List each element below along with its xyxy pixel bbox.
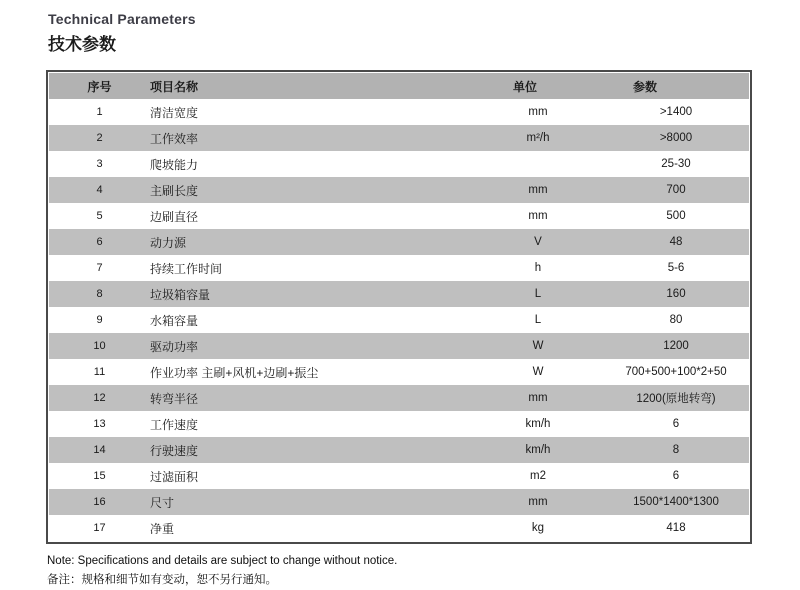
row-value: 6 [672, 470, 680, 482]
row-unit: m2 [530, 470, 546, 482]
table-row [49, 437, 749, 463]
row-no: 9 [96, 314, 103, 326]
row-unit: kg [531, 522, 545, 534]
table-row [49, 359, 749, 385]
row-value: 80 [669, 314, 683, 326]
row-no: 1 [96, 106, 103, 118]
row-no: 10 [93, 340, 106, 352]
table-row [49, 411, 749, 437]
row-value: 160 [666, 288, 686, 300]
row-unit: W [532, 366, 544, 378]
table-row [49, 151, 749, 177]
row-value: 700+500+100*2+50 [625, 366, 727, 378]
table-row [49, 463, 749, 489]
table-row [49, 489, 749, 515]
row-value: 1200(原地转弯) [636, 393, 716, 405]
table-row [49, 307, 749, 333]
row-item: 工作效率 [150, 131, 199, 146]
row-item: 爬坡能力 [150, 157, 199, 172]
row-value: 418 [666, 522, 686, 534]
row-no: 3 [96, 158, 103, 170]
row-unit: km/h [525, 444, 551, 456]
row-item: 过滤面积 [150, 469, 199, 484]
row-no: 15 [93, 470, 106, 482]
row-unit: mm [528, 184, 548, 196]
row-unit: mm [528, 392, 548, 404]
row-no: 16 [93, 496, 106, 508]
row-no: 4 [96, 184, 103, 196]
row-item: 垃圾箱容量 [150, 287, 211, 302]
row-no: 5 [96, 210, 103, 222]
row-item: 主刷长度 [150, 183, 199, 198]
row-value: 500 [666, 210, 686, 222]
row-no: 7 [96, 262, 103, 274]
row-item: 动力源 [150, 235, 187, 250]
row-no: 13 [93, 418, 106, 430]
row-value: 6 [672, 418, 680, 430]
table-row [49, 333, 749, 359]
row-value: 8 [672, 444, 680, 456]
row-unit: L [534, 314, 542, 326]
row-unit: V [534, 236, 542, 248]
table-row [49, 203, 749, 229]
table-row [49, 515, 749, 541]
row-value: 5-6 [667, 262, 685, 274]
page-title-cn: 技术参数 [48, 35, 116, 54]
row-no: 8 [96, 288, 103, 300]
row-item: 工作速度 [150, 417, 199, 432]
row-unit: mm [528, 106, 548, 118]
spec-table-body [49, 99, 749, 541]
page-title-en: Technical Parameters [48, 11, 196, 27]
table-row [49, 255, 749, 281]
row-unit: mm [528, 496, 548, 508]
header-cell-unit: 单位 [512, 79, 537, 94]
row-item: 净重 [150, 521, 175, 536]
row-item: 作业功率 主刷+风机+边刷+振尘 [150, 365, 319, 380]
row-no: 11 [93, 366, 106, 378]
row-item: 边刷直径 [150, 209, 199, 224]
table-row [49, 229, 749, 255]
footer-note-cn: 备注：规格和细节如有变动，恕不另行通知。 [47, 574, 277, 586]
header-cell-item: 项目名称 [150, 79, 199, 94]
row-unit: W [532, 340, 544, 352]
row-no: 2 [96, 132, 103, 144]
row-unit: m²/h [526, 132, 550, 144]
row-unit: mm [528, 210, 548, 222]
row-no: 17 [93, 522, 106, 534]
row-item: 持续工作时间 [150, 261, 223, 276]
row-no: 14 [93, 444, 106, 456]
row-value: >8000 [659, 132, 693, 144]
row-value: 700 [666, 184, 686, 196]
row-value: 48 [669, 236, 683, 248]
spec-table [46, 70, 752, 544]
header-cell-no: 序号 [87, 79, 112, 94]
row-no: 6 [96, 236, 103, 248]
row-item: 驱动功率 [150, 339, 199, 354]
row-unit: L [534, 288, 542, 300]
row-item: 转弯半径 [150, 391, 199, 406]
row-item: 水箱容量 [150, 313, 199, 328]
row-value: 25-30 [661, 158, 691, 170]
table-row [49, 385, 749, 411]
table-row [49, 177, 749, 203]
row-no: 12 [93, 392, 106, 404]
table-row [49, 281, 749, 307]
table-header-row [49, 73, 749, 99]
row-unit: h [534, 262, 542, 274]
table-row [49, 99, 749, 125]
row-item: 尺寸 [150, 495, 175, 510]
row-value: 1200 [663, 340, 689, 352]
row-item: 行驶速度 [150, 443, 199, 458]
row-unit: km/h [525, 418, 551, 430]
row-value: 1500*1400*1300 [633, 496, 719, 508]
row-item: 清洁宽度 [150, 105, 199, 120]
row-value: >1400 [659, 106, 693, 118]
footer-note-en: Note: Specifications and details are subject to change without notice. [47, 555, 398, 567]
header-cell-value: 参数 [632, 79, 657, 94]
table-row [49, 125, 749, 151]
